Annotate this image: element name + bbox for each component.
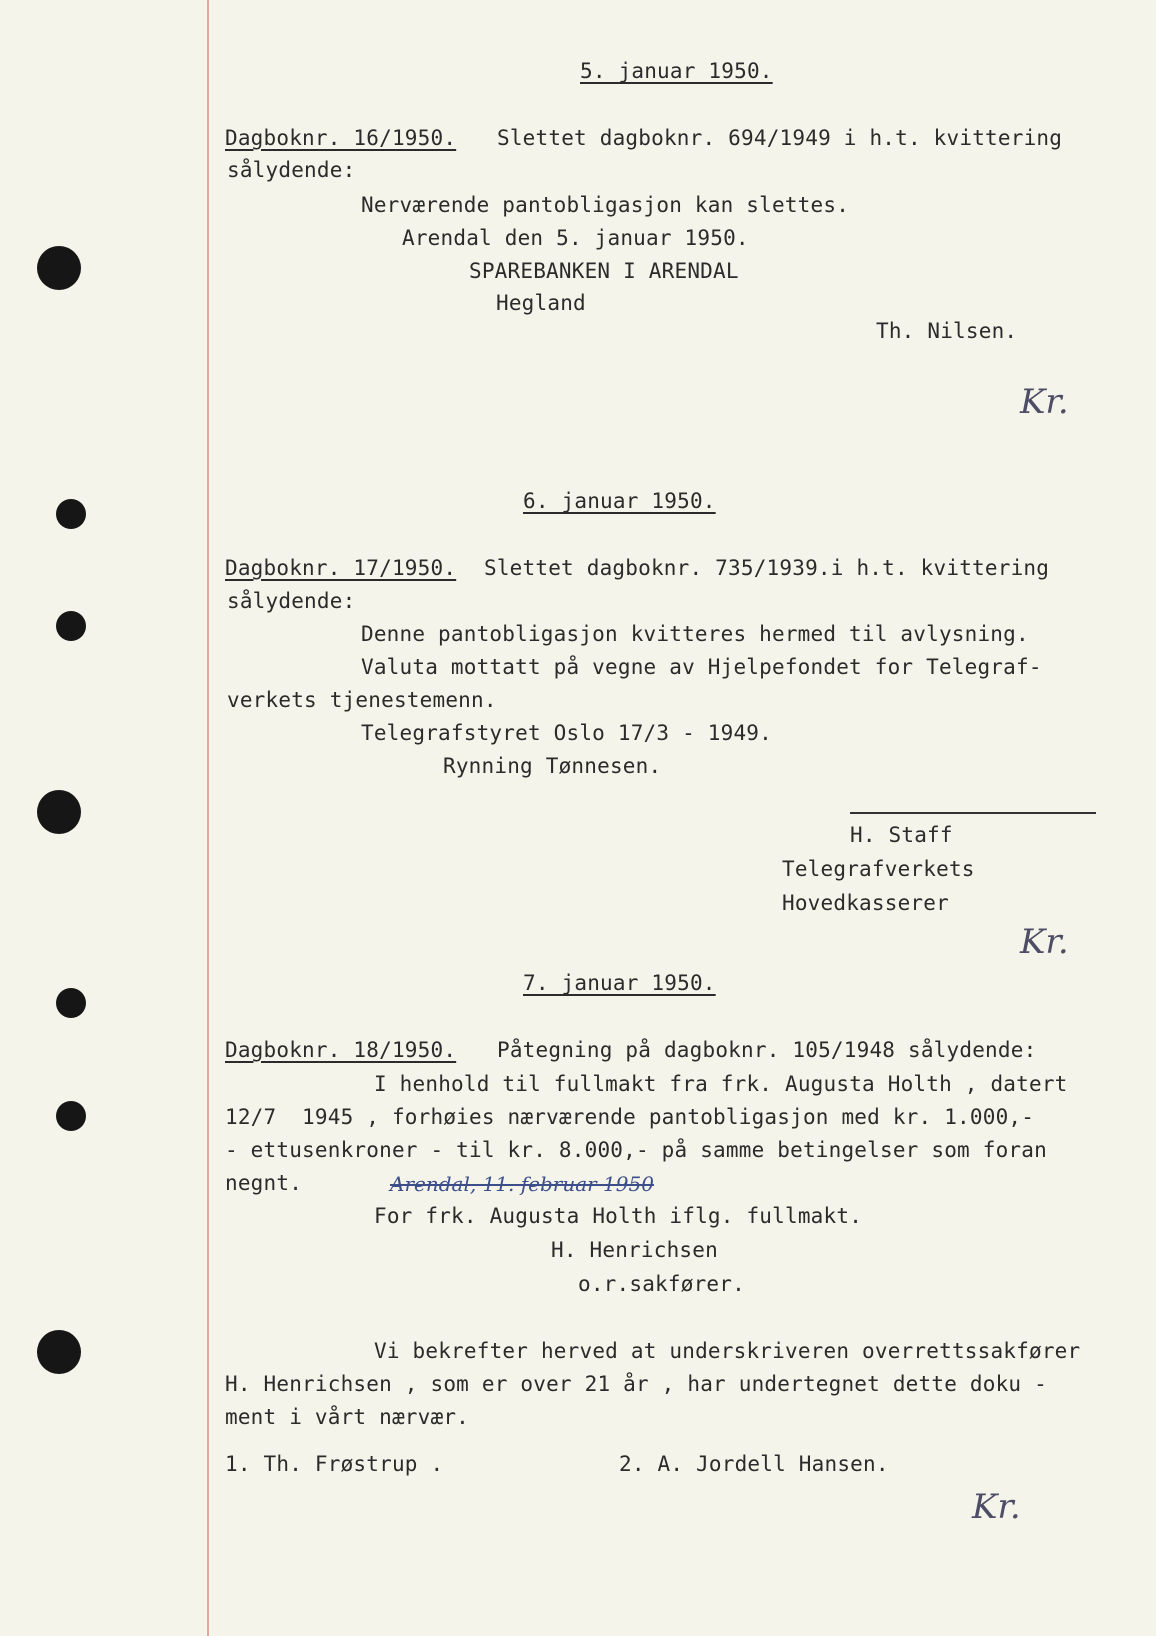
witness-2: 2. A. Jordell Hansen.: [619, 1452, 889, 1476]
entry-text: I henhold til fullmakt fra frk. Augusta Holth , datert: [374, 1072, 1068, 1096]
entry-text: SPAREBANKEN I ARENDAL: [469, 259, 739, 283]
entry-date: 6. januar 1950.: [523, 489, 716, 513]
entry-date: 7. januar 1950.: [523, 971, 716, 995]
entry-text: verkets tjenestemenn.: [227, 688, 497, 712]
entry-number: Dagboknr. 18/1950.: [225, 1038, 457, 1062]
punch-hole: [56, 611, 86, 641]
entry-signature: H. Staff: [850, 823, 953, 847]
entry-text: Denne pantobligasjon kvitteres hermed til avlysning.: [361, 622, 1029, 646]
entry-text: negnt.: [225, 1171, 303, 1195]
entry-text: 12/7 1945 , forhøies nærværende pantobligasjon med kr. 1.000,-: [225, 1105, 1035, 1129]
entry-text: Rynning Tønnesen.: [443, 754, 662, 778]
entry-number: Dagboknr. 17/1950.: [225, 556, 457, 580]
punch-hole: [56, 988, 86, 1018]
handwritten-initials: Kr.: [1020, 382, 1069, 422]
entry-signature: Th. Nilsen.: [876, 319, 1018, 343]
entry-text: ment i vårt nærvær.: [225, 1405, 470, 1429]
entry-text: Hegland: [496, 291, 586, 315]
entry-text: Slettet dagboknr. 694/1949 i h.t. kvittering: [497, 126, 1063, 150]
entry-text: Valuta mottatt på vegne av Hjelpefondet for Telegraf-: [361, 655, 1042, 679]
entry-text: Arendal den 5. januar 1950.: [402, 226, 749, 250]
entry-signature-title: Hovedkasserer: [782, 891, 949, 915]
entry-text: Vi bekrefter herved at underskriveren overrettssakfører: [374, 1339, 1081, 1363]
entry-text: sålydende:: [227, 158, 356, 182]
punch-hole: [37, 790, 81, 834]
signature-rule: [850, 812, 1096, 814]
handwritten-initials: Kr.: [1020, 922, 1069, 962]
entry-text: sålydende:: [227, 589, 356, 613]
entry-signature: H. Henrichsen: [551, 1238, 718, 1262]
entry-signature-title: o.r.sakfører.: [578, 1272, 745, 1296]
punch-hole: [37, 246, 81, 290]
witness-1: 1. Th. Frøstrup .: [225, 1452, 444, 1476]
punch-hole: [37, 1330, 81, 1374]
punch-hole: [56, 499, 86, 529]
margin-line: [207, 0, 209, 1636]
entry-text: Nerværende pantobligasjon kan slettes.: [361, 193, 850, 217]
entry-text: For frk. Augusta Holth iflg. fullmakt.: [374, 1204, 863, 1228]
entry-text: Slettet dagboknr. 735/1939.i h.t. kvittering: [484, 556, 1050, 580]
entry-text: H. Henrichsen , som er over 21 år , har undertegnet dette doku -: [225, 1372, 1047, 1396]
entry-text: - ettusenkroner - til kr. 8.000,- på samme betingelser som foran: [225, 1138, 1047, 1162]
handwritten-initials: Kr.: [972, 1487, 1021, 1527]
entry-text: Telegrafstyret Oslo 17/3 - 1949.: [361, 721, 772, 745]
entry-number: Dagboknr. 16/1950.: [225, 126, 457, 150]
entry-text: Påtegning på dagboknr. 105/1948 sålydende:: [497, 1038, 1037, 1062]
entry-signature-title: Telegrafverkets: [782, 857, 975, 881]
struck-handwritten-date: Arendal, 11. februar 1950: [390, 1172, 654, 1196]
punch-hole: [56, 1101, 86, 1131]
entry-date: 5. januar 1950.: [580, 59, 773, 83]
